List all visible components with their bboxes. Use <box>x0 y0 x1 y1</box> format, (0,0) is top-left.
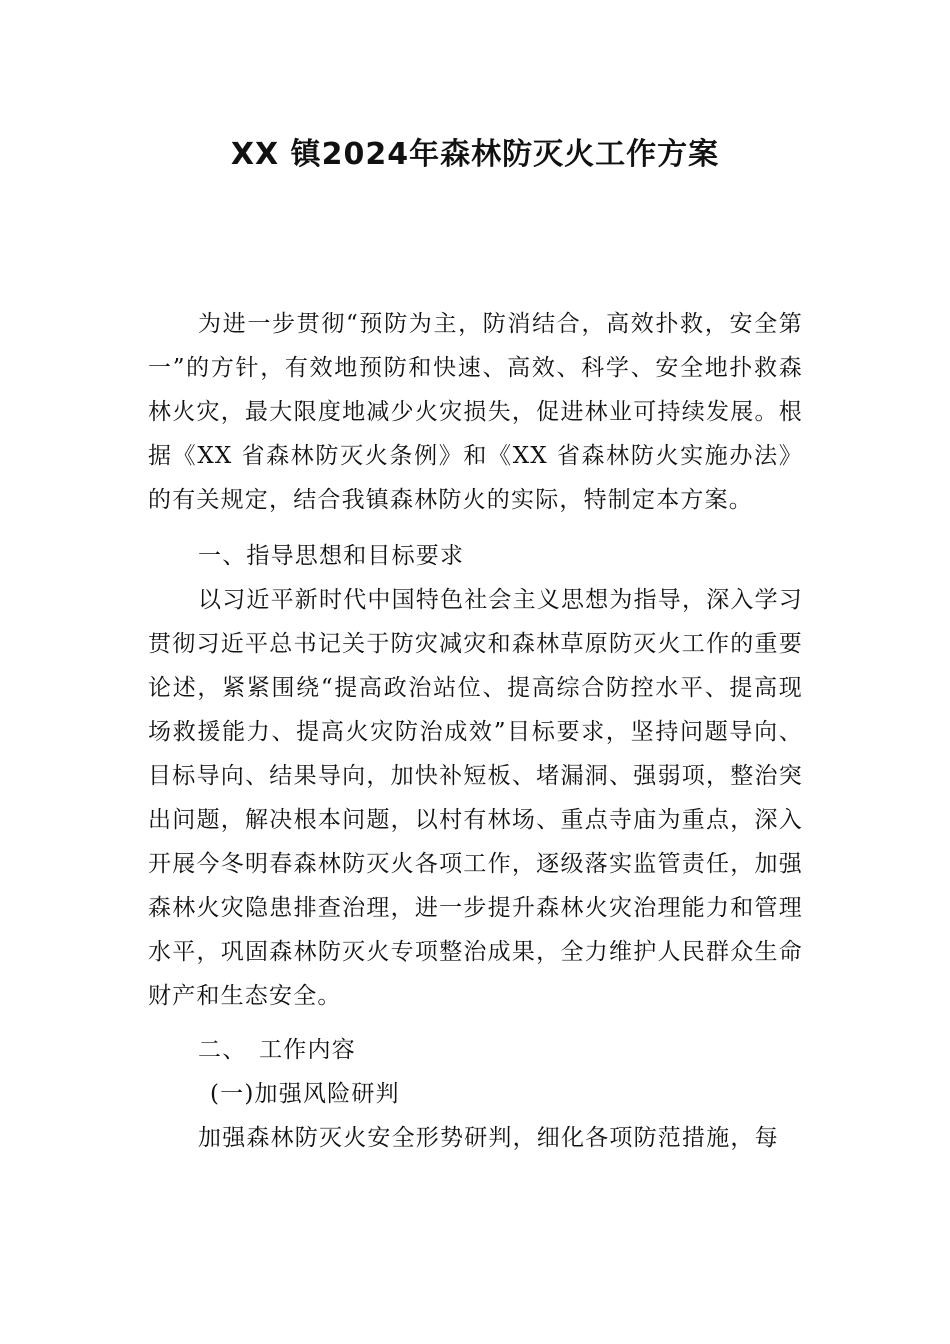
section-2-1-paragraph: 加强森林防灭火安全形势研判，细化各项防范措施，每 <box>198 1125 779 1151</box>
section-1-heading: 一、指导思想和目标要求 <box>198 543 465 569</box>
intro-paragraph: 为进一步贯彻“预防为主，防消结合，高效扑救，安全第一”的方针，有效地预防和快速、高效、科学、安全地扑救森林火灾，最大限度地减少火灾损失，促进林业可持续发展。根据《XX 省森林防灭火条例》和《XX 省森林防火实施办法》的有关规定，结合我镇森林防火的实际，特制定本方案。 <box>148 311 803 513</box>
section-1-paragraph: 以习近平新时代中国特色社会主义思想为指导，深入学习贯彻习近平总书记关于防灾减灾和森林草原防灭火工作的重要论述，紧紧围绕“提高政治站位、提高综合防控水平、提高现场救援能力、提高火灾防治成效”目标要求，坚持问题导向、目标导向、结果导向，加快补短板、堵漏洞、强弱项，整治突出问题，解决根本问题，以村有林场、重点寺庙为重点，深入开展今冬明春森林防灭火各项工作，逐级落实监管责任，加强森林火灾隐患排查治理，进一步提升森林火灾治理能力和管理水平，巩固森林防灭火专项整治成果，全力维护人民群众生命财产和生态安全。 <box>148 587 803 1009</box>
document-title: XX 镇2024年森林防灭火工作方案 <box>230 137 720 172</box>
section-2-heading: 二、 工作内容 <box>198 1037 356 1063</box>
document-body <box>148 302 803 1160</box>
section-2-1-heading: (一)加强风险研判 <box>210 1081 400 1107</box>
